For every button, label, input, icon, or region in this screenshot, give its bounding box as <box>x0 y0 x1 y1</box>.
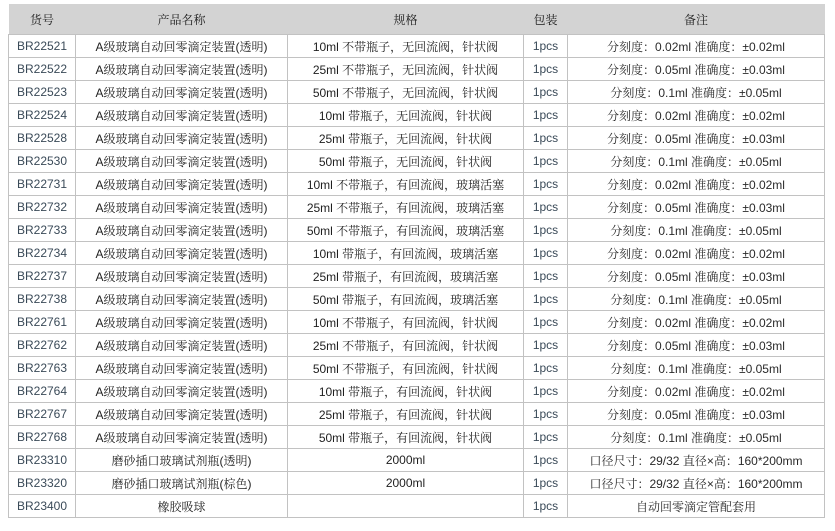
table-row <box>9 495 825 518</box>
cell-pack: 1pcs <box>524 219 568 242</box>
cell-spec: 25ml 带瓶子，有回流阀，针状阀 <box>288 403 524 426</box>
column-header-name: 产品名称 <box>76 4 288 35</box>
cell-name: A级玻璃自动回零滴定装置(透明) <box>76 334 288 357</box>
cell-spec: 50ml 不带瓶子，无回流阀，针状阀 <box>288 81 524 104</box>
table-row <box>9 311 825 334</box>
cell-spec: 25ml 不带瓶子，有回流阀，玻璃活塞 <box>288 196 524 219</box>
cell-spec: 50ml 带瓶子，有回流阀，玻璃活塞 <box>288 288 524 311</box>
cell-pack: 1pcs <box>524 81 568 104</box>
cell-pack: 1pcs <box>524 265 568 288</box>
cell-code: BR23400 <box>9 495 76 518</box>
cell-spec: 10ml 带瓶子，无回流阀，针状阀 <box>288 104 524 127</box>
cell-code: BR22767 <box>9 403 76 426</box>
product-table <box>8 4 825 518</box>
cell-name: A级玻璃自动回零滴定装置(透明) <box>76 311 288 334</box>
cell-note: 分刻度：0.1ml 准确度：±0.05ml <box>568 81 825 104</box>
cell-code: BR23320 <box>9 472 76 495</box>
table-row <box>9 472 825 495</box>
cell-note: 分刻度：0.05ml 准确度：±0.03ml <box>568 403 825 426</box>
cell-code: BR22764 <box>9 380 76 403</box>
cell-code: BR22528 <box>9 127 76 150</box>
cell-name: A级玻璃自动回零滴定装置(透明) <box>76 380 288 403</box>
table-row <box>9 196 825 219</box>
cell-name: A级玻璃自动回零滴定装置(透明) <box>76 288 288 311</box>
table-row <box>9 426 825 449</box>
cell-spec: 25ml 不带瓶子，有回流阀，针状阀 <box>288 334 524 357</box>
cell-note: 分刻度：0.1ml 准确度：±0.05ml <box>568 219 825 242</box>
cell-note: 自动回零滴定管配套用 <box>568 495 825 518</box>
cell-note: 分刻度：0.05ml 准确度：±0.03ml <box>568 58 825 81</box>
cell-note: 分刻度：0.1ml 准确度：±0.05ml <box>568 150 825 173</box>
table-row <box>9 242 825 265</box>
cell-spec: 2000ml <box>288 472 524 495</box>
cell-pack: 1pcs <box>524 173 568 196</box>
cell-code: BR22762 <box>9 334 76 357</box>
cell-note: 分刻度：0.1ml 准确度：±0.05ml <box>568 288 825 311</box>
column-header-spec: 规格 <box>288 4 524 35</box>
header-row <box>9 4 825 35</box>
cell-name: 磨砂插口玻璃试剂瓶(透明) <box>76 449 288 472</box>
cell-spec: 10ml 不带瓶子，有回流阀，玻璃活塞 <box>288 173 524 196</box>
cell-name: 磨砂插口玻璃试剂瓶(棕色) <box>76 472 288 495</box>
cell-name: A级玻璃自动回零滴定装置(透明) <box>76 426 288 449</box>
cell-code: BR22737 <box>9 265 76 288</box>
cell-note: 分刻度：0.05ml 准确度：±0.03ml <box>568 196 825 219</box>
cell-pack: 1pcs <box>524 242 568 265</box>
cell-code: BR22523 <box>9 81 76 104</box>
cell-pack: 1pcs <box>524 495 568 518</box>
table-header <box>9 4 825 35</box>
cell-code: BR22524 <box>9 104 76 127</box>
table-row <box>9 58 825 81</box>
cell-name: A级玻璃自动回零滴定装置(透明) <box>76 58 288 81</box>
cell-code: BR22521 <box>9 35 76 58</box>
cell-name: A级玻璃自动回零滴定装置(透明) <box>76 35 288 58</box>
cell-name: A级玻璃自动回零滴定装置(透明) <box>76 219 288 242</box>
cell-pack: 1pcs <box>524 426 568 449</box>
cell-name: A级玻璃自动回零滴定装置(透明) <box>76 150 288 173</box>
cell-code: BR22738 <box>9 288 76 311</box>
column-header-code: 货号 <box>9 4 76 35</box>
cell-spec: 50ml 带瓶子，有回流阀，针状阀 <box>288 426 524 449</box>
cell-code: BR22522 <box>9 58 76 81</box>
table-row <box>9 127 825 150</box>
cell-note: 分刻度：0.02ml 准确度：±0.02ml <box>568 35 825 58</box>
cell-note: 分刻度：0.1ml 准确度：±0.05ml <box>568 357 825 380</box>
cell-note: 分刻度：0.02ml 准确度：±0.02ml <box>568 242 825 265</box>
cell-code: BR22733 <box>9 219 76 242</box>
cell-pack: 1pcs <box>524 357 568 380</box>
cell-note: 分刻度：0.05ml 准确度：±0.03ml <box>568 127 825 150</box>
cell-code: BR22763 <box>9 357 76 380</box>
cell-pack: 1pcs <box>524 472 568 495</box>
cell-pack: 1pcs <box>524 288 568 311</box>
cell-spec: 50ml 不带瓶子，有回流阀，玻璃活塞 <box>288 219 524 242</box>
cell-name: 橡胶吸球 <box>76 495 288 518</box>
cell-name: A级玻璃自动回零滴定装置(透明) <box>76 127 288 150</box>
cell-spec <box>288 495 524 518</box>
cell-pack: 1pcs <box>524 334 568 357</box>
table-row <box>9 35 825 58</box>
cell-pack: 1pcs <box>524 380 568 403</box>
cell-pack: 1pcs <box>524 150 568 173</box>
cell-code: BR22768 <box>9 426 76 449</box>
cell-note: 分刻度：0.02ml 准确度：±0.02ml <box>568 104 825 127</box>
cell-name: A级玻璃自动回零滴定装置(透明) <box>76 265 288 288</box>
cell-code: BR22761 <box>9 311 76 334</box>
table-row <box>9 380 825 403</box>
table-row <box>9 173 825 196</box>
cell-spec: 25ml 带瓶子，有回流阀，玻璃活塞 <box>288 265 524 288</box>
cell-pack: 1pcs <box>524 58 568 81</box>
cell-pack: 1pcs <box>524 104 568 127</box>
table-row <box>9 449 825 472</box>
cell-name: A级玻璃自动回零滴定装置(透明) <box>76 104 288 127</box>
cell-pack: 1pcs <box>524 196 568 219</box>
cell-spec: 50ml 不带瓶子，有回流阀，针状阀 <box>288 357 524 380</box>
cell-name: A级玻璃自动回零滴定装置(透明) <box>76 242 288 265</box>
cell-code: BR22732 <box>9 196 76 219</box>
cell-name: A级玻璃自动回零滴定装置(透明) <box>76 81 288 104</box>
cell-note: 分刻度：0.02ml 准确度：±0.02ml <box>568 380 825 403</box>
cell-note: 分刻度：0.05ml 准确度：±0.03ml <box>568 334 825 357</box>
table-row <box>9 265 825 288</box>
cell-spec: 2000ml <box>288 449 524 472</box>
table-row <box>9 219 825 242</box>
cell-pack: 1pcs <box>524 403 568 426</box>
table-row <box>9 288 825 311</box>
cell-spec: 10ml 不带瓶子，无回流阀，针状阀 <box>288 35 524 58</box>
table-row <box>9 104 825 127</box>
cell-spec: 25ml 带瓶子，无回流阀，针状阀 <box>288 127 524 150</box>
table-row <box>9 150 825 173</box>
table-body <box>9 35 825 518</box>
cell-pack: 1pcs <box>524 311 568 334</box>
table-row <box>9 403 825 426</box>
cell-spec: 10ml 带瓶子，有回流阀，玻璃活塞 <box>288 242 524 265</box>
cell-pack: 1pcs <box>524 35 568 58</box>
cell-name: A级玻璃自动回零滴定装置(透明) <box>76 403 288 426</box>
cell-note: 分刻度：0.05ml 准确度：±0.03ml <box>568 265 825 288</box>
cell-spec: 10ml 不带瓶子，有回流阀，针状阀 <box>288 311 524 334</box>
cell-spec: 10ml 带瓶子，有回流阀，针状阀 <box>288 380 524 403</box>
cell-code: BR22530 <box>9 150 76 173</box>
cell-pack: 1pcs <box>524 449 568 472</box>
column-header-note: 备注 <box>568 4 825 35</box>
cell-note: 分刻度：0.02ml 准确度：±0.02ml <box>568 311 825 334</box>
cell-spec: 25ml 不带瓶子，无回流阀，针状阀 <box>288 58 524 81</box>
cell-note: 分刻度：0.1ml 准确度：±0.05ml <box>568 426 825 449</box>
cell-spec: 50ml 带瓶子，无回流阀，针状阀 <box>288 150 524 173</box>
column-header-pack: 包装 <box>524 4 568 35</box>
table-row <box>9 357 825 380</box>
table-row <box>9 334 825 357</box>
cell-pack: 1pcs <box>524 127 568 150</box>
cell-note: 口径尺寸：29/32 直径×高：160*200mm <box>568 472 825 495</box>
table-row <box>9 81 825 104</box>
cell-name: A级玻璃自动回零滴定装置(透明) <box>76 173 288 196</box>
cell-name: A级玻璃自动回零滴定装置(透明) <box>76 196 288 219</box>
cell-code: BR22734 <box>9 242 76 265</box>
cell-code: BR22731 <box>9 173 76 196</box>
cell-note: 分刻度：0.02ml 准确度：±0.02ml <box>568 173 825 196</box>
cell-name: A级玻璃自动回零滴定装置(透明) <box>76 357 288 380</box>
cell-code: BR23310 <box>9 449 76 472</box>
cell-note: 口径尺寸：29/32 直径×高：160*200mm <box>568 449 825 472</box>
